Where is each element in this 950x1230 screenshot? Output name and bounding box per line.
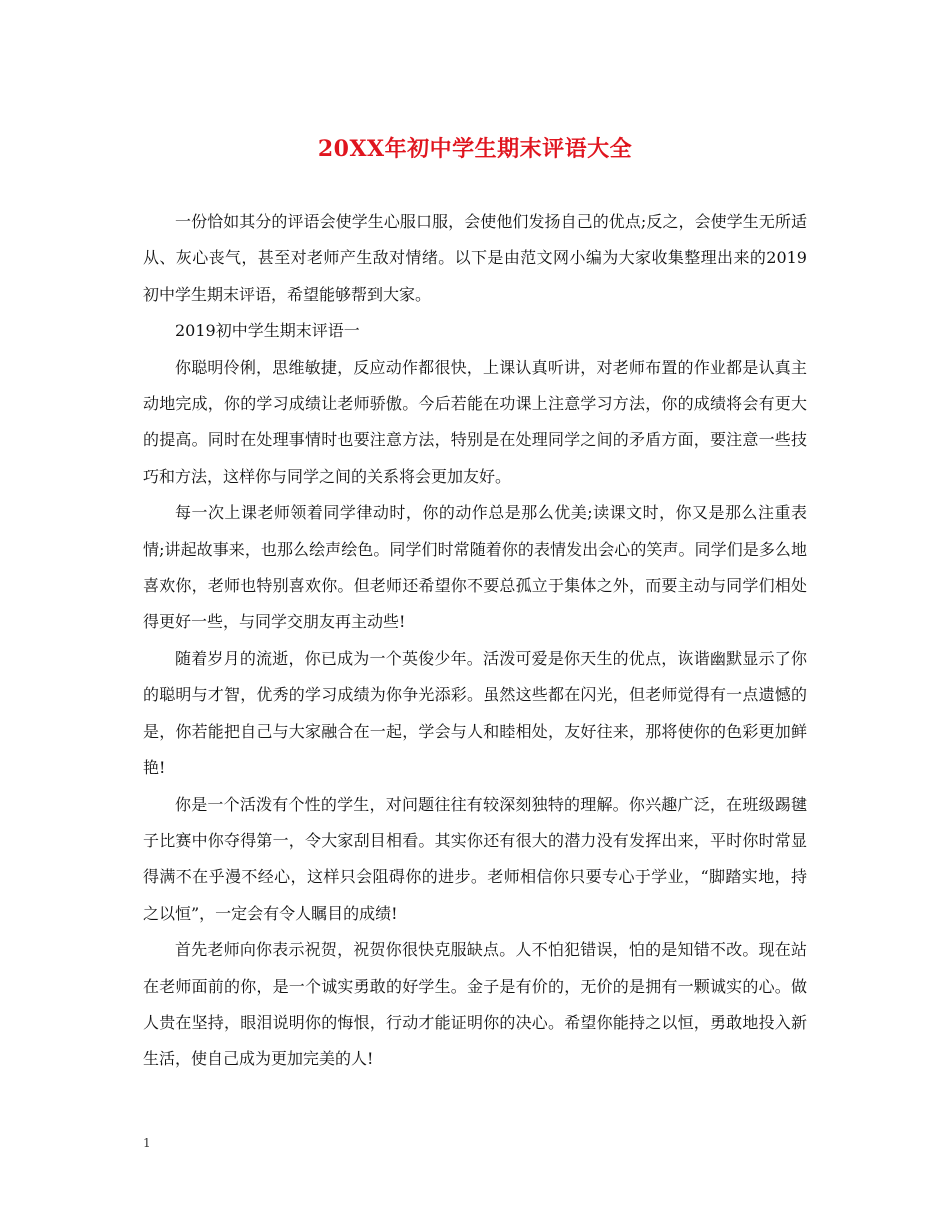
- paragraph-comment-4: 你是一个活泼有个性的学生，对问题往往有较深刻独特的理解。你兴趣广泛，在班级踢毽子比赛中你夺得第一，令大家刮目相看。其实你还有很大的潜力没有发挥出来，平时你时常显得满不在乎漫不经心，这样只会阻碍你的进步。老师相信你只要专心于学业，“脚踏实地，持之以恒”，一定会有令人瞩目的成绩!: [143, 794, 807, 923]
- paragraph-comment-1: 你聪明伶俐，思维敏捷，反应动作都很快，上课认真听讲，对老师布置的作业都是认真主动地完成，你的学习成绩让老师骄傲。今后若能在功课上注意学习方法，你的成绩将会有更大的提高。同时在处理事情时也要注意方法，特别是在处理同学之间的矛盾方面，要注意一些技巧和方法，这样你与同学之间的关系将会更加友好。: [143, 357, 807, 486]
- paragraph-comment-3: 随着岁月的流逝，你已成为一个英俊少年。活泼可爱是你天生的优点，诙谐幽默显示了你的聪明与才智，优秀的学习成绩为你争光添彩。虽然这些都在闪光，但老师觉得有一点遗憾的是，你若能把自己与大家融合在一起，学会与人和睦相处，友好往来，那将使你的色彩更加鲜艳!: [143, 648, 807, 778]
- paragraph-intro: 一份恰如其分的评语会使学生心服口服，会使他们发扬自己的优点;反之，会使学生无所适从、灰心丧气，甚至对老师产生敌对情绪。以下是由范文网小编为大家收集整理出来的2019初中学生期末评语，希望能够帮到大家。: [143, 212, 807, 304]
- page-number: 1: [143, 1136, 151, 1150]
- section-heading: 2019初中学生期末评语一: [175, 321, 360, 341]
- paragraph-comment-2: 每一次上课老师领着同学律动时，你的动作总是那么优美;读课文时，你又是那么注重表情;讲起故事来，也那么绘声绘色。同学们时常随着你的表情发出会心的笑声。同学们是多么地喜欢你，老师也特别喜欢你。但老师还希望你不要总孤立于集体之外，而要主动与同学们相处得更好一些，与同学交朋友再主动些!: [143, 503, 807, 632]
- document-body: [143, 204, 807, 1078]
- paragraph-comment-5: 首先老师向你表示祝贺，祝贺你很快克服缺点。人不怕犯错误，怕的是知错不改。现在站在老师面前的你，是一个诚实勇敢的好学生。金子是有价的，无价的是拥有一颗诚实的心。做人贵在坚持，眼泪说明你的悔恨，行动才能证明你的决心。希望你能持之以恒，勇敢地投入新生活，使自己成为更加完美的人!: [143, 940, 807, 1069]
- document-title: 20XX年初中学生期末评语大全: [317, 136, 633, 162]
